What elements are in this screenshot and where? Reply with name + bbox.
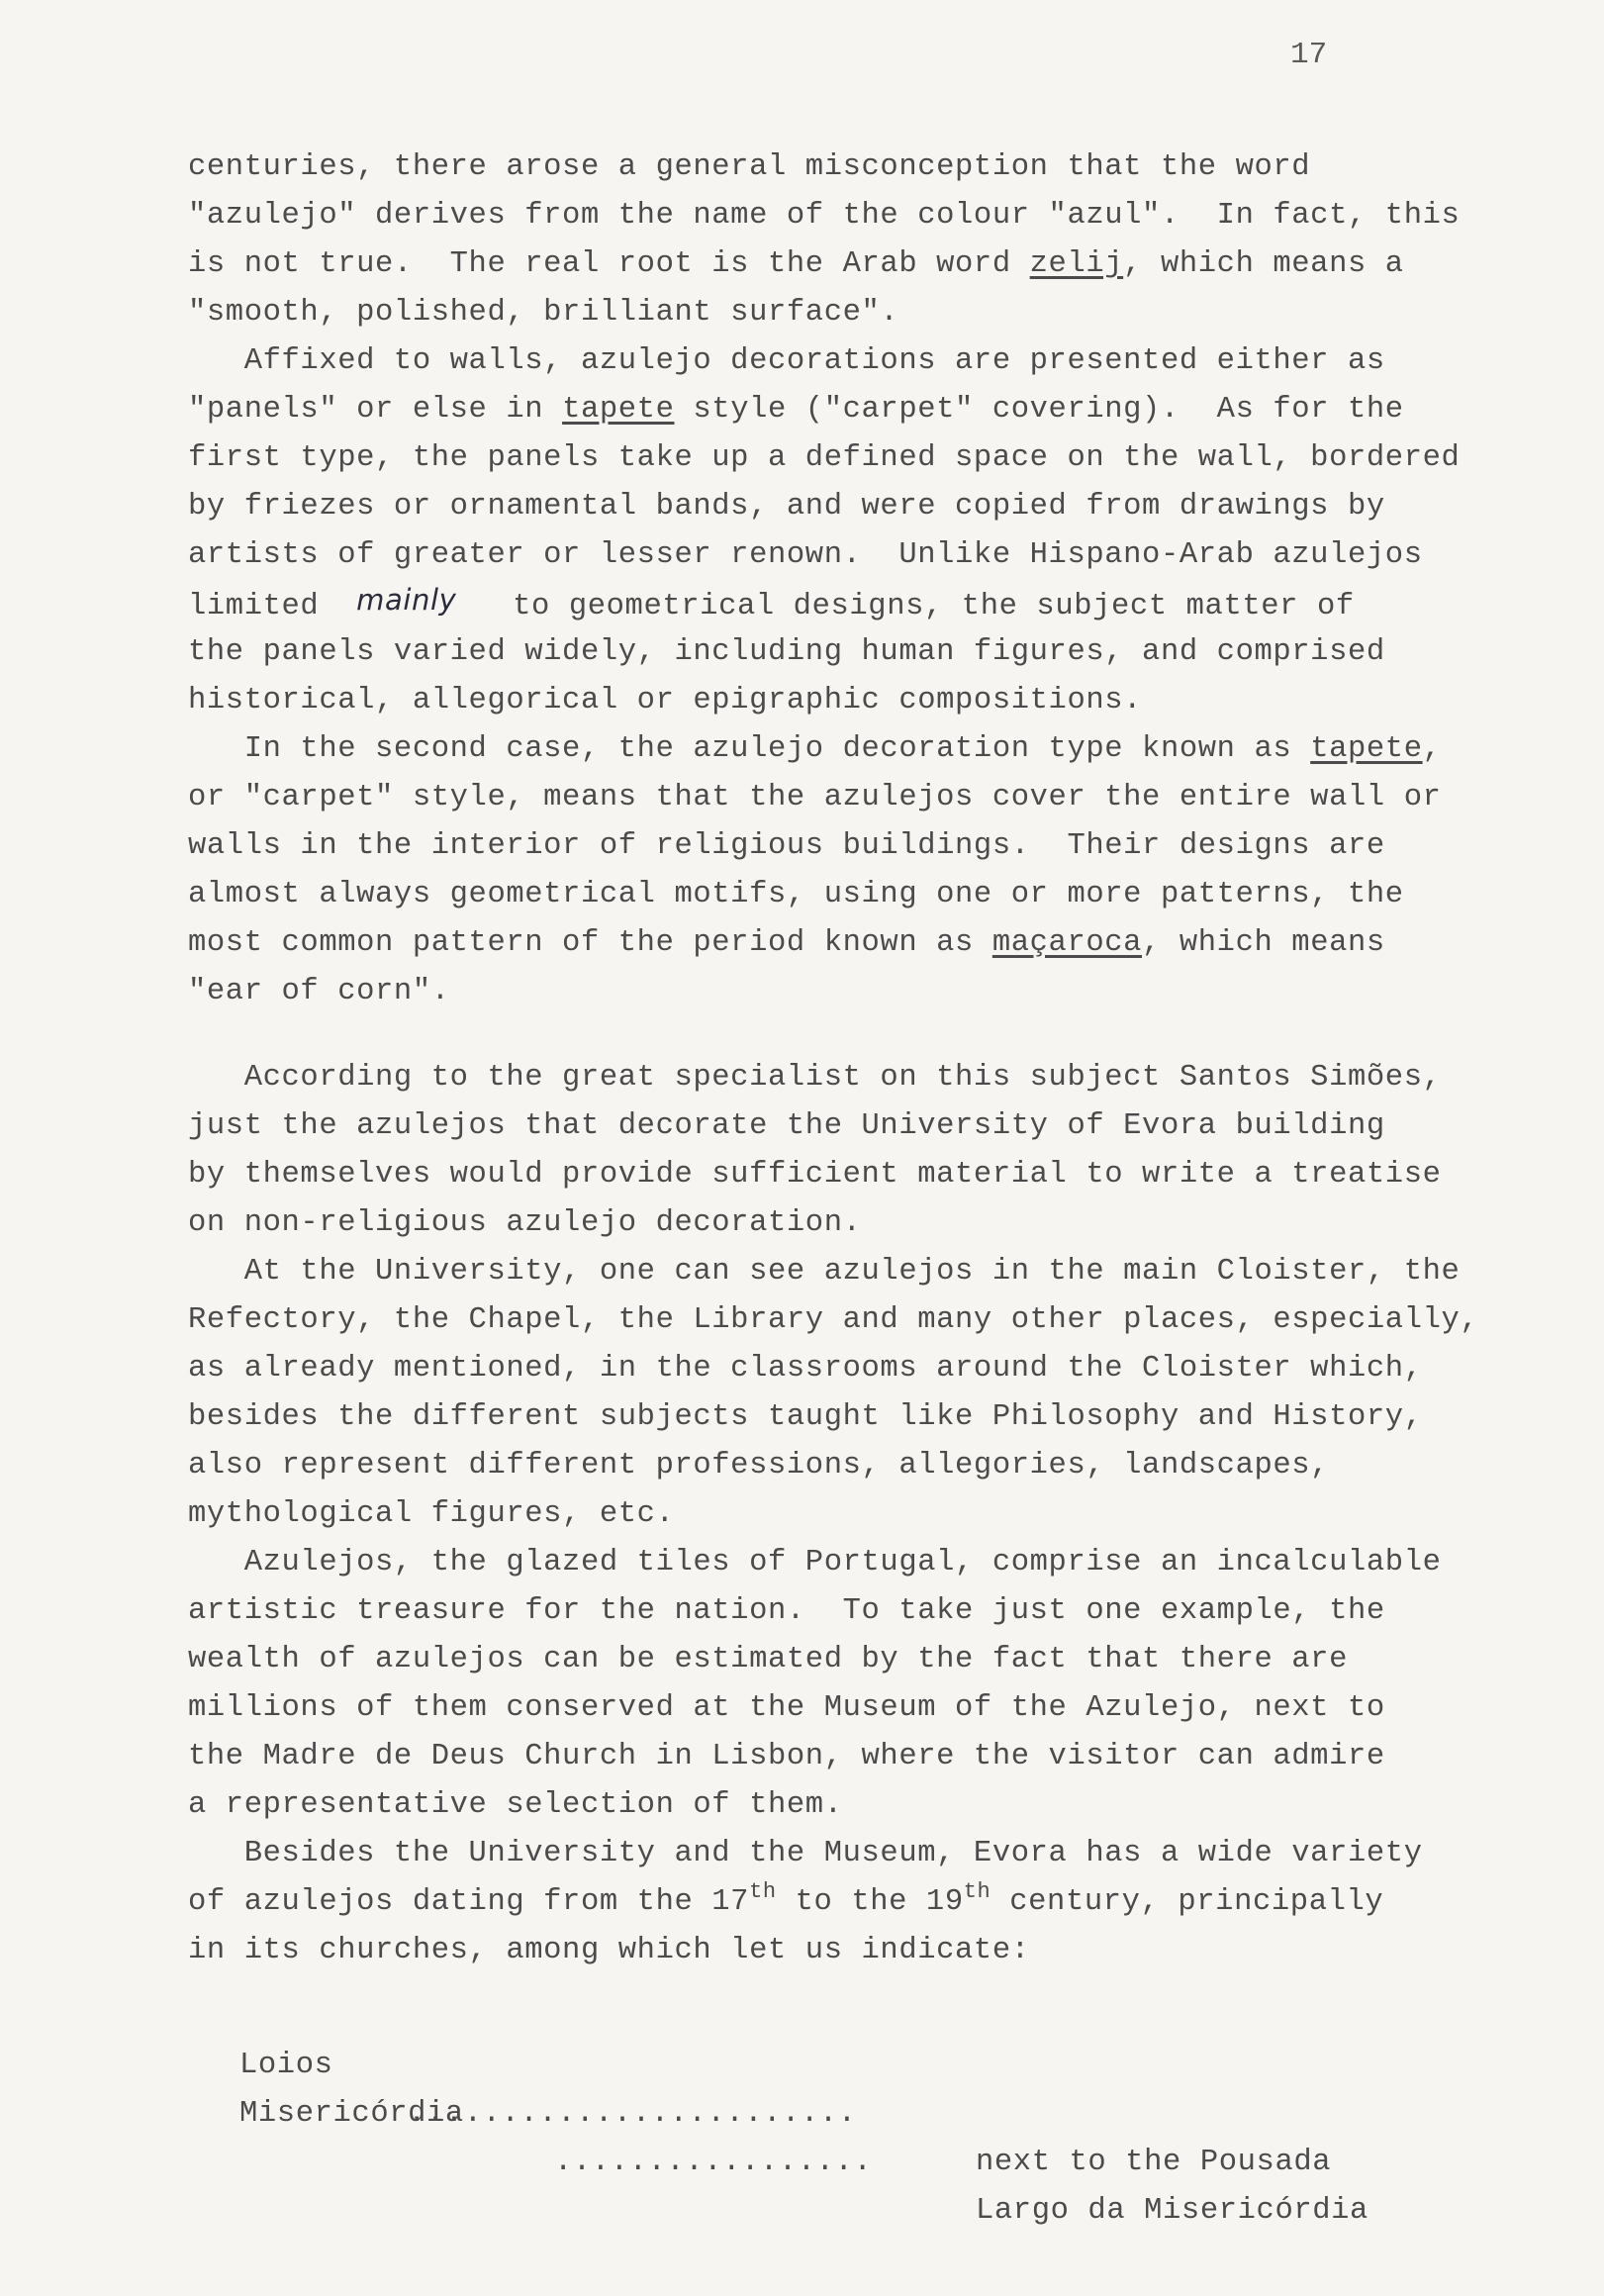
text-line: limited mainly to geometrical designs, the subject matter of (188, 580, 1573, 628)
text-line: the panels varied widely, including human figures, and comprised (188, 635, 1385, 669)
body-text (188, 144, 1573, 2228)
text-line: or "carpet" style, means that the azulejos cover the entire wall or (188, 781, 1442, 814)
text-line: the Madre de Deus Church in Lisbon, where the visitor can admire (188, 1740, 1385, 1773)
church-location: Largo da Misericórdia (976, 2194, 1368, 2228)
text-line: first type, the panels take up a defined space on the wall, bordered (188, 441, 1461, 475)
paragraph-2 (188, 337, 1573, 725)
text-line: artists of greater or lesser renown. Unlike Hispano-Arab azulejos (188, 538, 1423, 572)
text-line: historical, allegorical or epigraphic compositions. (188, 684, 1143, 718)
text-line: just the azulejos that decorate the University of Evora building (188, 1109, 1385, 1143)
text-line: In the second case, the azulejo decoration type known as tapete, (188, 732, 1442, 766)
text-line: According to the great specialist on this subject Santos Simões, (188, 1061, 1442, 1095)
text-line: is not true. The real root is the Arab word zelij, which means a (188, 247, 1404, 281)
text-line: by themselves would provide sufficient material to write a treatise (188, 1158, 1442, 1192)
church-location: next to the Pousada (976, 2146, 1332, 2179)
text-line: in its churches, among which let us indicate: (188, 1934, 1030, 1967)
leader-dots: ........................ (408, 2097, 857, 2131)
text-line: a representative selection of them. (188, 1788, 843, 1822)
text-line: Besides the University and the Museum, Evora has a wide variety (188, 1837, 1423, 1870)
text-line: "smooth, polished, brilliant surface". (188, 296, 899, 330)
text-line: wealth of azulejos can be estimated by the fact that there are (188, 1643, 1348, 1676)
paragraph-1 (188, 144, 1573, 337)
text-line: artistic treasure for the nation. To take just one example, the (188, 1594, 1385, 1628)
paragraph-6 (188, 1539, 1573, 1830)
underlined-term: zelij (1029, 247, 1124, 281)
handwritten-insertion: mainly (356, 583, 457, 617)
text-line: mythological figures, etc. (188, 1497, 675, 1531)
church-name: Misericórdia (239, 2097, 464, 2131)
text-line: by friezes or ornamental bands, and were copied from drawings by (188, 490, 1385, 524)
text-line: At the University, one can see azulejos in the main Cloister, the (188, 1255, 1461, 1289)
text-line: "azulejo" derives from the name of the colour "azul". In fact, this (188, 199, 1461, 233)
text-line: walls in the interior of religious buildings. Their designs are (188, 829, 1385, 863)
text-line: Refectory, the Chapel, the Library and many other places, especially, (188, 1303, 1479, 1337)
text-line: Azulejos, the glazed tiles of Portugal, comprise an incalculable (188, 1546, 1442, 1579)
paragraph-7 (188, 1830, 1573, 1975)
page-number: 17 (1290, 38, 1328, 72)
text-line: most common pattern of the period known as maçaroca, which means (188, 926, 1385, 960)
superscript: th (963, 1879, 991, 1904)
text-line: besides the different subjects taught like Philosophy and History, (188, 1400, 1423, 1434)
church-list (188, 1993, 1573, 2228)
leader-dots: ................. (554, 2146, 873, 2179)
paragraph-3 (188, 725, 1573, 1016)
text-line: of azulejos dating from the 17th to the 19th century, principally (188, 1879, 1384, 1919)
paragraph-gap (188, 1016, 1573, 1054)
text-line: "ear of corn". (188, 975, 450, 1008)
text-line: on non-religious azulejo decoration. (188, 1206, 862, 1240)
underlined-term: tapete (562, 393, 675, 427)
text-line: Affixed to walls, azulejo decorations are presented either as (188, 344, 1385, 378)
text-line: millions of them conserved at the Museum of the Azulejo, next to (188, 1691, 1385, 1725)
text-line: also represent different professions, allegories, landscapes, (188, 1449, 1330, 1483)
underlined-term: tapete (1310, 732, 1423, 766)
text-line: as already mentioned, in the classrooms around the Cloister which, (188, 1352, 1423, 1386)
superscript: th (749, 1879, 777, 1904)
text-line: "panels" or else in tapete style ("carpet" covering). As for the (188, 393, 1404, 427)
text-line: almost always geometrical motifs, using one or more patterns, the (188, 878, 1404, 911)
paragraph-5 (188, 1248, 1573, 1539)
church-name: Loios (239, 2049, 333, 2082)
paragraph-4 (188, 1054, 1573, 1248)
text-line: centuries, there arose a general misconception that the word (188, 150, 1311, 184)
underlined-term: maçaroca (991, 926, 1143, 960)
